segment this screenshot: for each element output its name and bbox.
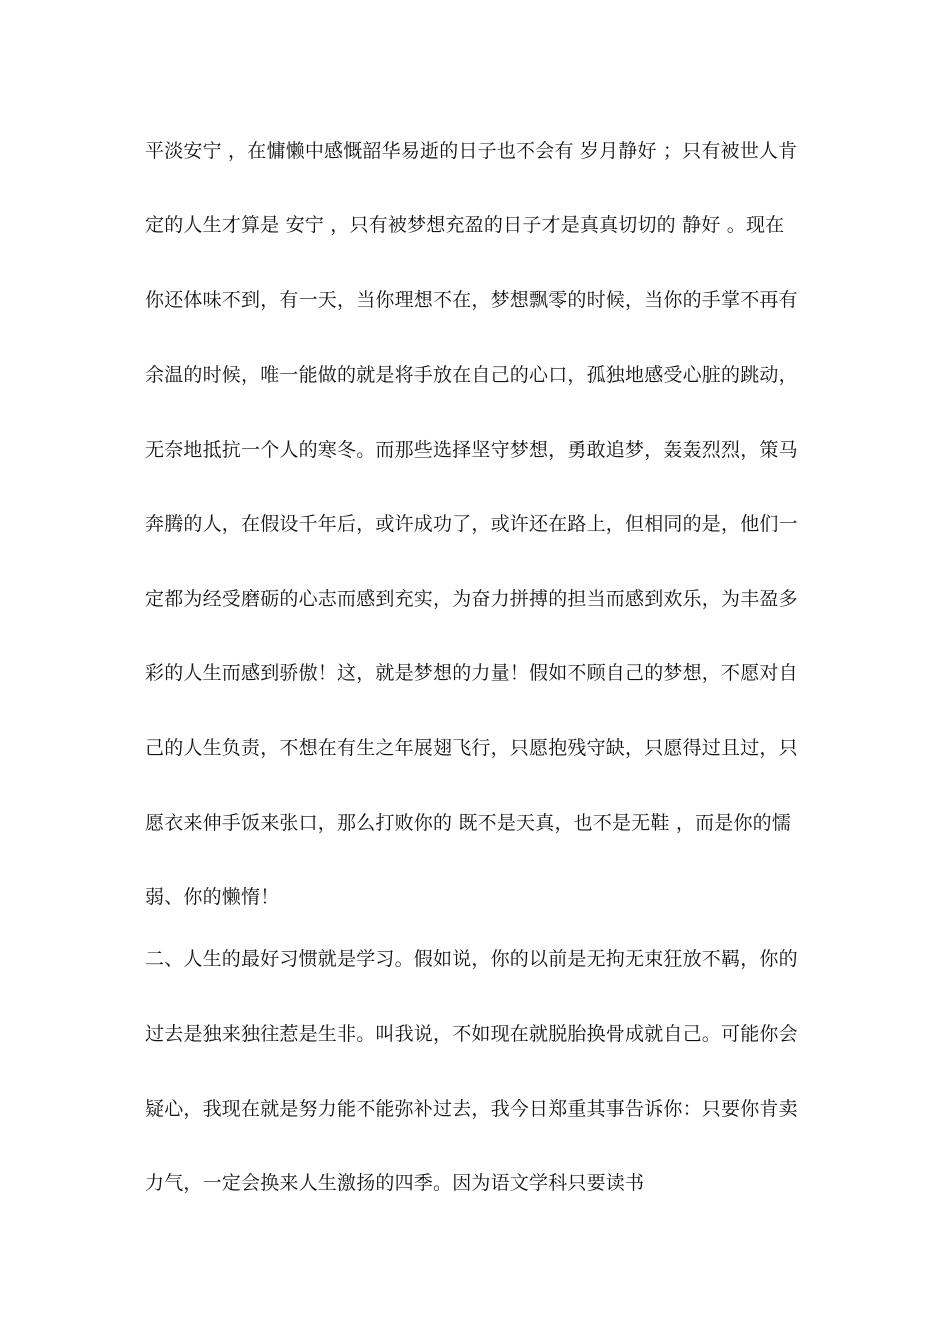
text-line: 过去是独来独往惹是生非。叫我说，不如现在就脱胎换骨成就自己。可能你会	[145, 1023, 798, 1045]
text-line: 己的人生负责，不想在有生之年展翅飞行，只愿抱残守缺，只愿得过且过，只	[145, 737, 798, 759]
text-line: 疑心，我现在就是努力能不能弥补过去，我今日郑重其事告诉你：只要你肯卖	[145, 1098, 798, 1120]
text-line: 余温的时候，唯一能做的就是将手放在自己的心口，孤独地感受心脏的跳动，	[145, 364, 798, 386]
text-line: 平淡安宁 ，在慵懒中感慨韶华易逝的日子也不会有 岁月静好 ；只有被世人肯	[145, 140, 798, 162]
text-line: 彩的人生而感到骄傲！这，就是梦想的力量！假如不顾自己的梦想，不愿对自	[145, 662, 798, 684]
text-line: 奔腾的人，在假设千年后，或许成功了，或许还在路上，但相同的是，他们一	[145, 513, 798, 535]
text-line: 力气，一定会换来人生激扬的四季。因为语文学科只要读书	[145, 1172, 645, 1194]
text-line: 无奈地抵抗一个人的寒冬。而那些选择坚守梦想，勇敢追梦，轰轰烈烈，策马	[145, 439, 798, 461]
text-line: 你还体味不到，有一天，当你理想不在，梦想飘零的时候，当你的手掌不再有	[145, 289, 798, 311]
text-line: 定的人生才算是 安宁 ，只有被梦想充盈的日子才是真真切切的 静好 。现在	[145, 214, 785, 236]
section-heading-line: 二、人生的最好习惯就是学习。假如说，你的以前是无拘无束狂放不羁，你的	[145, 948, 798, 970]
text-line: 弱、你的懒惰！	[145, 886, 280, 908]
text-line: 定都为经受磨砺的心志而感到充实，为奋力拼搏的担当而感到欢乐，为丰盈多	[145, 588, 798, 610]
text-line: 愿衣来伸手饭来张口，那么打败你的 既不是天真，也不是无鞋 ，而是你的懦	[145, 812, 792, 834]
